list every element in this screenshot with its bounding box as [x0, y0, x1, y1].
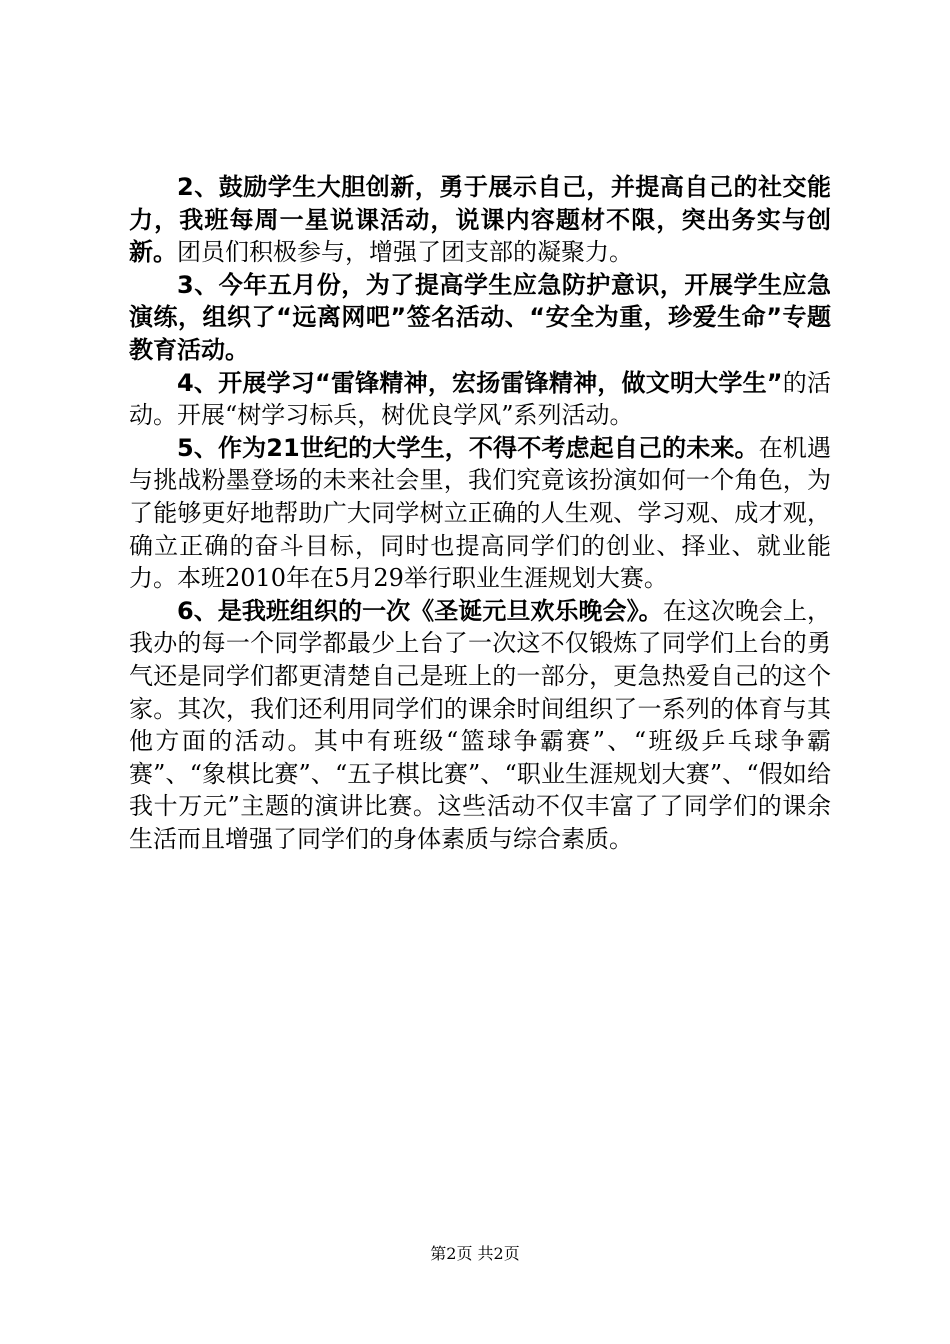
paragraph-normal-text: 在这次晚会上，我办的每一个同学都最少上台了一次这不仅锻炼了同学们上台的勇气还是同学们都更清楚自己是班上的一部分，更急热爱自己的这个家。其次，我们还利用同学们的课余时间组织了一系列的体育与其他方面的活动。其中有班级“篮球争霸赛”、“班级乒乓球争霸赛”、“象棋比赛”、“五子棋比赛”、“职业生涯规划大赛”、“假如给我十万元”主题的演讲比赛。这些活动不仅丰富了了同学们的课余生活而且增强了同学们的身体素质与综合素质。 — [129, 596, 832, 853]
paragraph-bold-text: 2、鼓励学生大胆创新，勇于展示自己，并提高自己的社交能力，我班每周一星说课活动，说课内容题材不限，突出务实与创新。 — [129, 173, 831, 267]
paragraph-item-4 — [129, 368, 831, 433]
paragraph-bold-text: 4、开展学习“雷锋精神，宏扬雷锋精神，做文明大学生” — [177, 368, 783, 397]
paragraph-bold-text: 6、是我班组织的一次《圣诞元旦欢乐晚会》。 — [177, 596, 663, 625]
paragraph-normal-text: 在机遇与挑战粉墨登场的未来社会里，我们究竟该扮演如何一个角色，为了能够更好地帮助广大同学树立正确的人生观、学习观、成才观，确立正确的奋斗目标，同时也提高同学们的创业、择业、就业能力。本班2010年在5月29举行职业生涯规划大赛。 — [129, 433, 831, 593]
paragraph-item-2 — [129, 172, 831, 270]
paragraph-item-3 — [129, 270, 831, 368]
document-body — [129, 172, 831, 856]
paragraph-bold-text: 3、今年五月份，为了提高学生应急防护意识，开展学生应急演练，组织了“远离网吧”签名活动、“安全为重，珍爱生命”专题教育活动。 — [129, 270, 831, 364]
paragraph-item-6 — [129, 596, 831, 857]
paragraph-bold-text: 5、作为21世纪的大学生，不得不考虑起自己的未来。 — [177, 433, 759, 462]
paragraph-normal-text: 团员们积极参与，增强了团支部的凝聚力。 — [177, 238, 633, 267]
page-footer: 第2页 共2页 — [430, 1244, 520, 1263]
paragraph-normal-text: 的活动。开展“树学习标兵，树优良学风”系列活动。 — [129, 368, 832, 430]
paragraph-item-5 — [129, 433, 831, 596]
